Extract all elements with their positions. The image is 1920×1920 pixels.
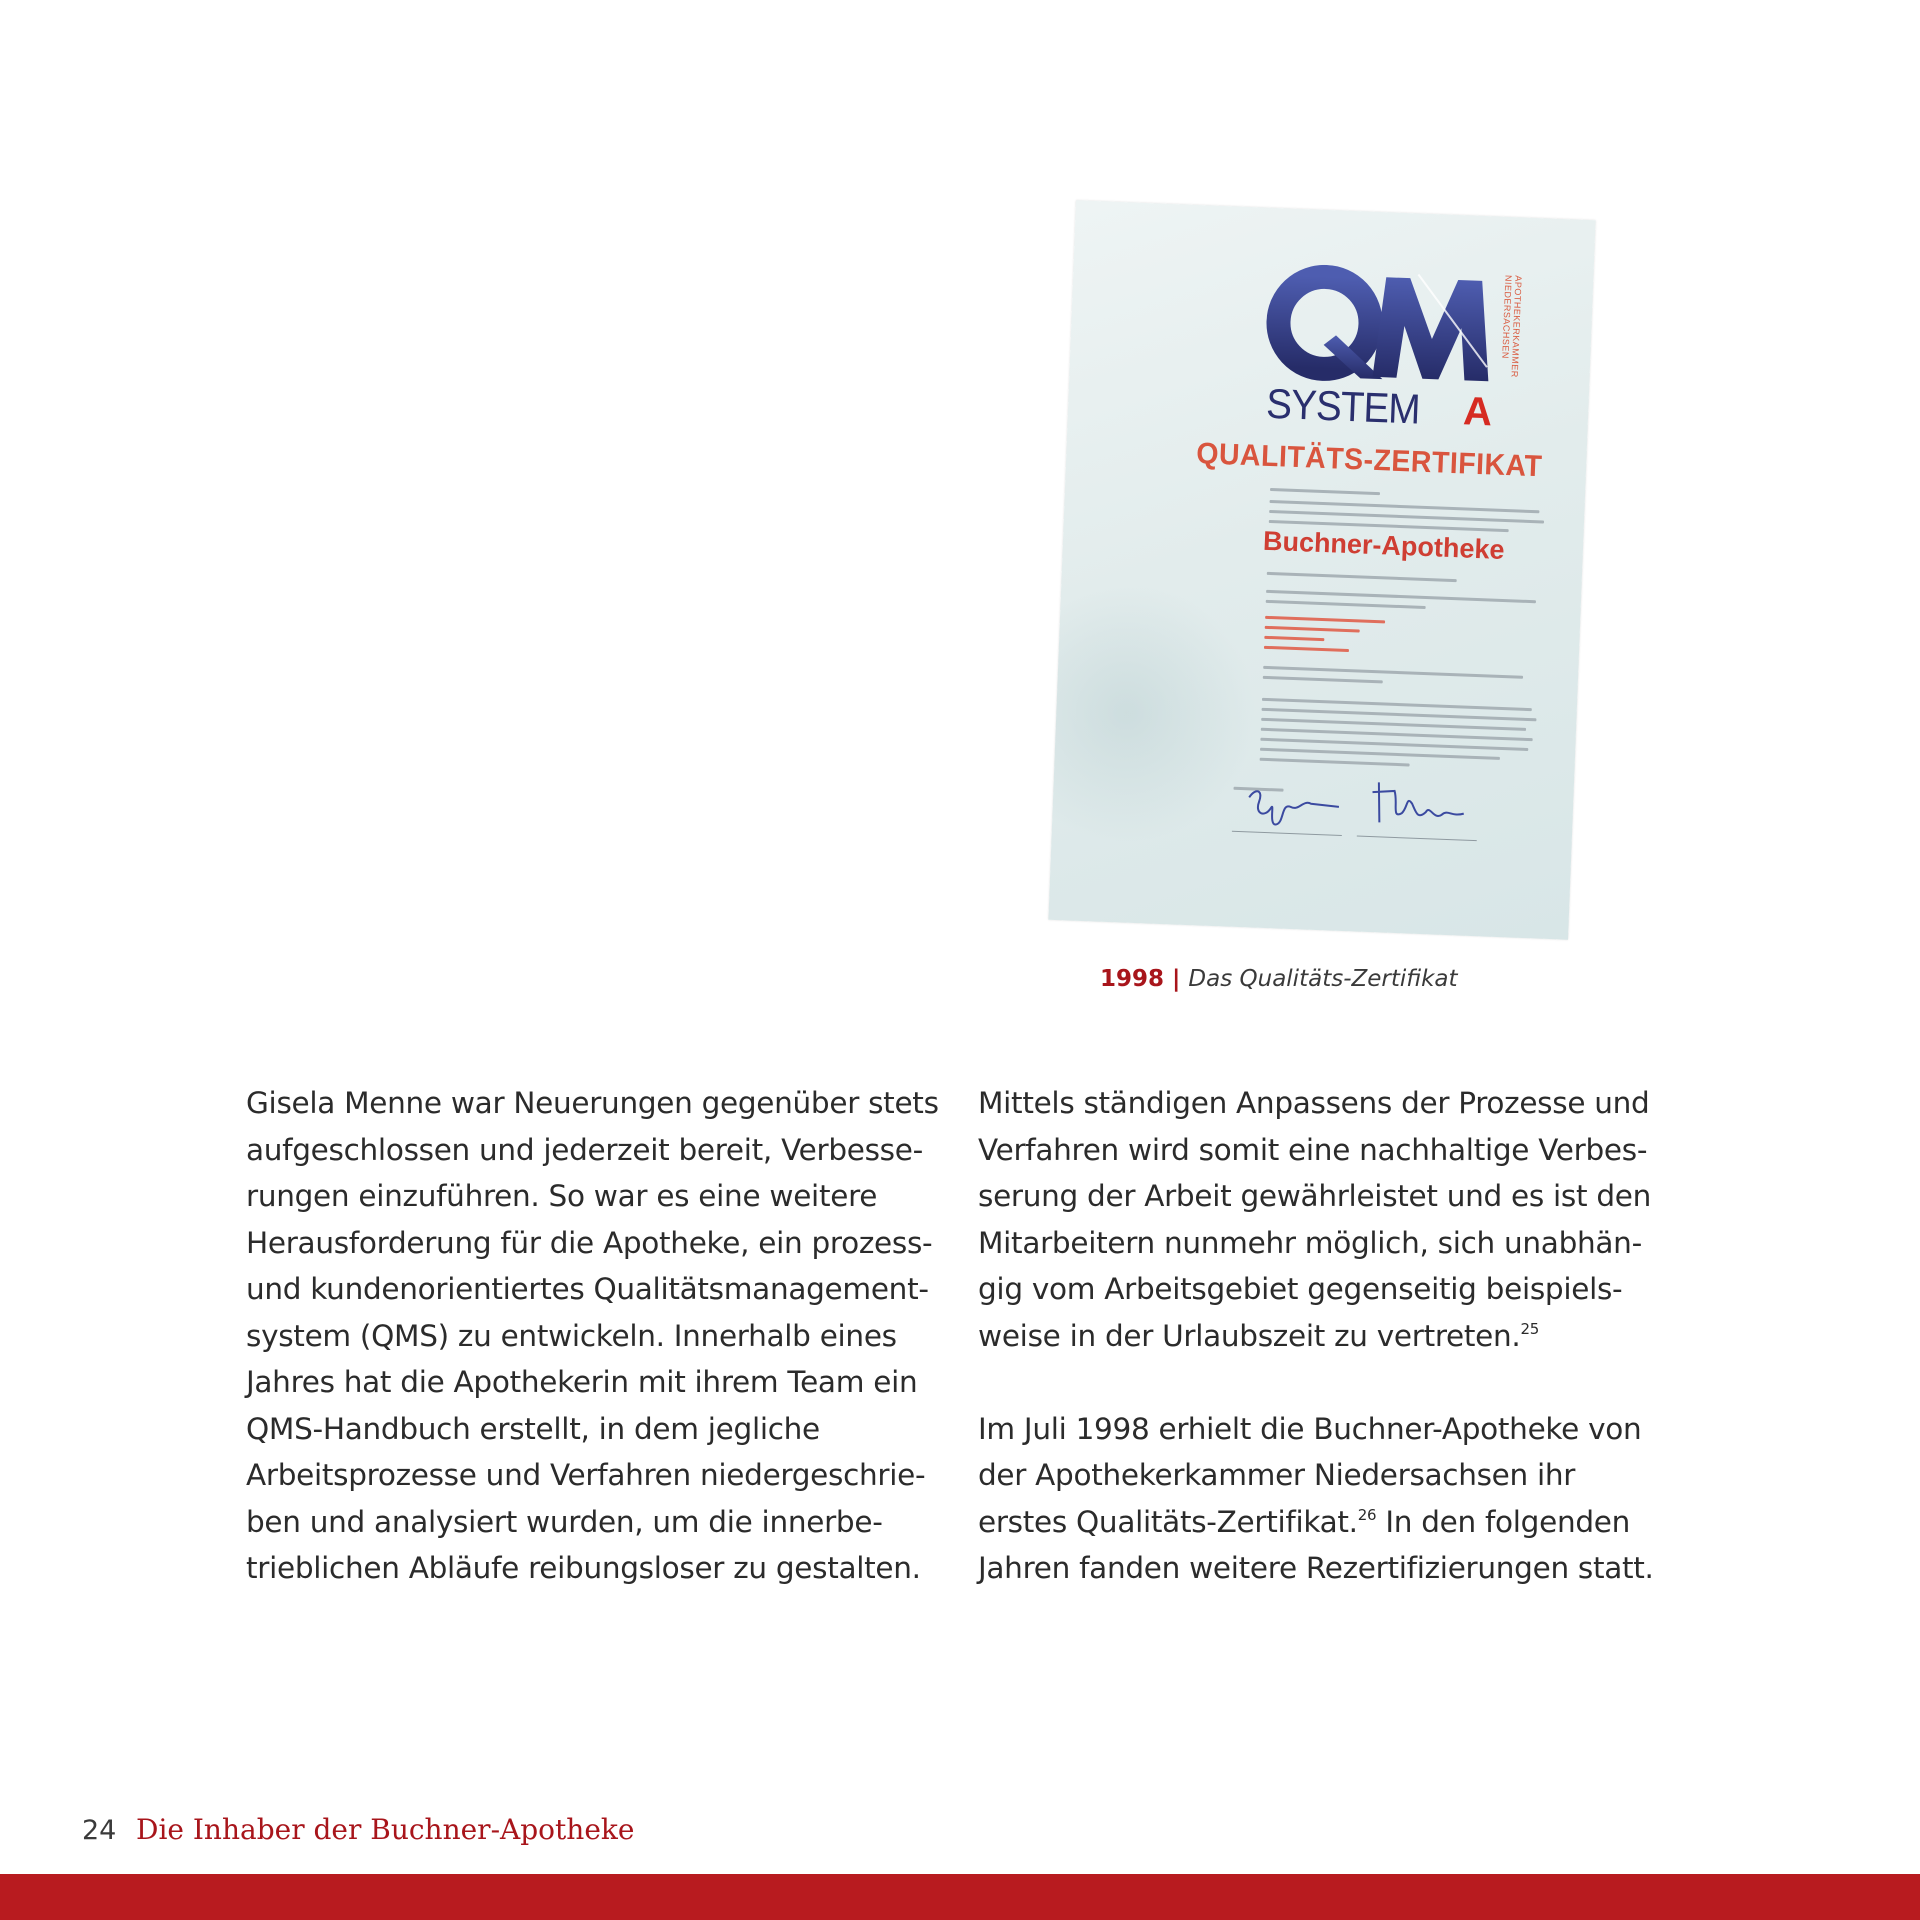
text-line: Verfahren wird somit eine nachhaltige Verbes- bbox=[978, 1132, 1648, 1167]
text-line: ben und analysiert wurden, um die innerbe- bbox=[246, 1504, 883, 1539]
text-line: gig vom Arbeitsgebiet gegenseitig beispiels- bbox=[978, 1272, 1623, 1306]
text-line: der Apothekerkammer Niedersachsen ihr bbox=[978, 1458, 1576, 1492]
text-line: Arbeitsprozesse und Verfahren niedergeschrie- bbox=[246, 1458, 926, 1492]
text-line bbox=[978, 1313, 1708, 1360]
footnote-marker: 25 bbox=[1520, 1319, 1539, 1338]
text-line: und kundenorientiertes Qualitätsmanagement- bbox=[246, 1272, 929, 1306]
caption-separator: | bbox=[1172, 966, 1181, 992]
text-line: aufgeschlossen und jederzeit bereit, Verbesse- bbox=[246, 1132, 923, 1167]
text-line-content: erstes Qualitäts-Zertifikat. bbox=[978, 1504, 1358, 1539]
chamber-vertical-text: APOTHEKERKAMMER NIEDERSACHSEN bbox=[1500, 274, 1524, 378]
certificate-pharmacy-name: Buchner-Apotheke bbox=[1262, 525, 1506, 565]
certificate-title: QUALITÄTS-ZERTIFIKAT bbox=[1195, 437, 1543, 484]
paragraph-gap bbox=[978, 1359, 1708, 1406]
certificate-fine-print bbox=[1076, 200, 1596, 220]
text-line bbox=[978, 1499, 1708, 1546]
text-line: Mittels ständigen Anpassens der Prozesse und bbox=[978, 1086, 1650, 1120]
text-line: Jahres hat die Apothekerin mit ihrem Team ein bbox=[246, 1365, 918, 1399]
footer-bar bbox=[0, 1874, 1920, 1920]
right-text-column bbox=[978, 1080, 1708, 1592]
caption-text: Das Qualitäts-Zertifikat bbox=[1188, 966, 1458, 992]
signature-line-right bbox=[1357, 836, 1477, 842]
text-line: trieblichen Abläufe reibungsloser zu gestalten. bbox=[246, 1551, 921, 1585]
text-line: system (QMS) zu entwickeln. Innerhalb eines bbox=[246, 1318, 897, 1353]
qm-logo bbox=[1264, 263, 1498, 390]
running-title: Die Inhaber der Buchner-Apotheke bbox=[136, 1813, 635, 1846]
text-line: serung der Arbeit gewährleistet und es ist den bbox=[978, 1179, 1651, 1213]
text-line-content: In den folgenden bbox=[1376, 1504, 1631, 1539]
image-caption bbox=[1100, 966, 1458, 992]
text-line: rungen einzuführen. So war es eine weitere bbox=[246, 1179, 878, 1213]
text-line-content: weise in der Urlaubszeit zu vertreten. bbox=[978, 1318, 1521, 1353]
signature-right bbox=[1367, 772, 1479, 836]
footnote-marker: 26 bbox=[1357, 1505, 1377, 1524]
page-number: 24 bbox=[82, 1815, 117, 1846]
apotheke-a-icon: A bbox=[1462, 389, 1493, 435]
text-line: Im Juli 1998 erhielt die Buchner-Apotheke von bbox=[978, 1411, 1642, 1446]
left-text-column bbox=[246, 1080, 976, 1592]
text-line: Gisela Menne war Neuerungen gegenüber stets bbox=[246, 1086, 939, 1120]
certificate-photo bbox=[1048, 200, 1595, 939]
text-line: QMS-Handbuch erstellt, in dem jegliche bbox=[246, 1411, 820, 1446]
qm-system-text: SYSTEM bbox=[1265, 379, 1421, 433]
caption-year: 1998 bbox=[1100, 966, 1165, 992]
text-line: Herausforderung für die Apotheke, ein prozess- bbox=[246, 1225, 933, 1260]
signature-left bbox=[1240, 767, 1352, 831]
text-line: Mitarbeitern nunmehr möglich, sich unabhän- bbox=[978, 1225, 1642, 1260]
signature-line-left bbox=[1232, 831, 1342, 836]
text-line: Jahren fanden weitere Rezertifizierungen statt. bbox=[978, 1551, 1654, 1585]
